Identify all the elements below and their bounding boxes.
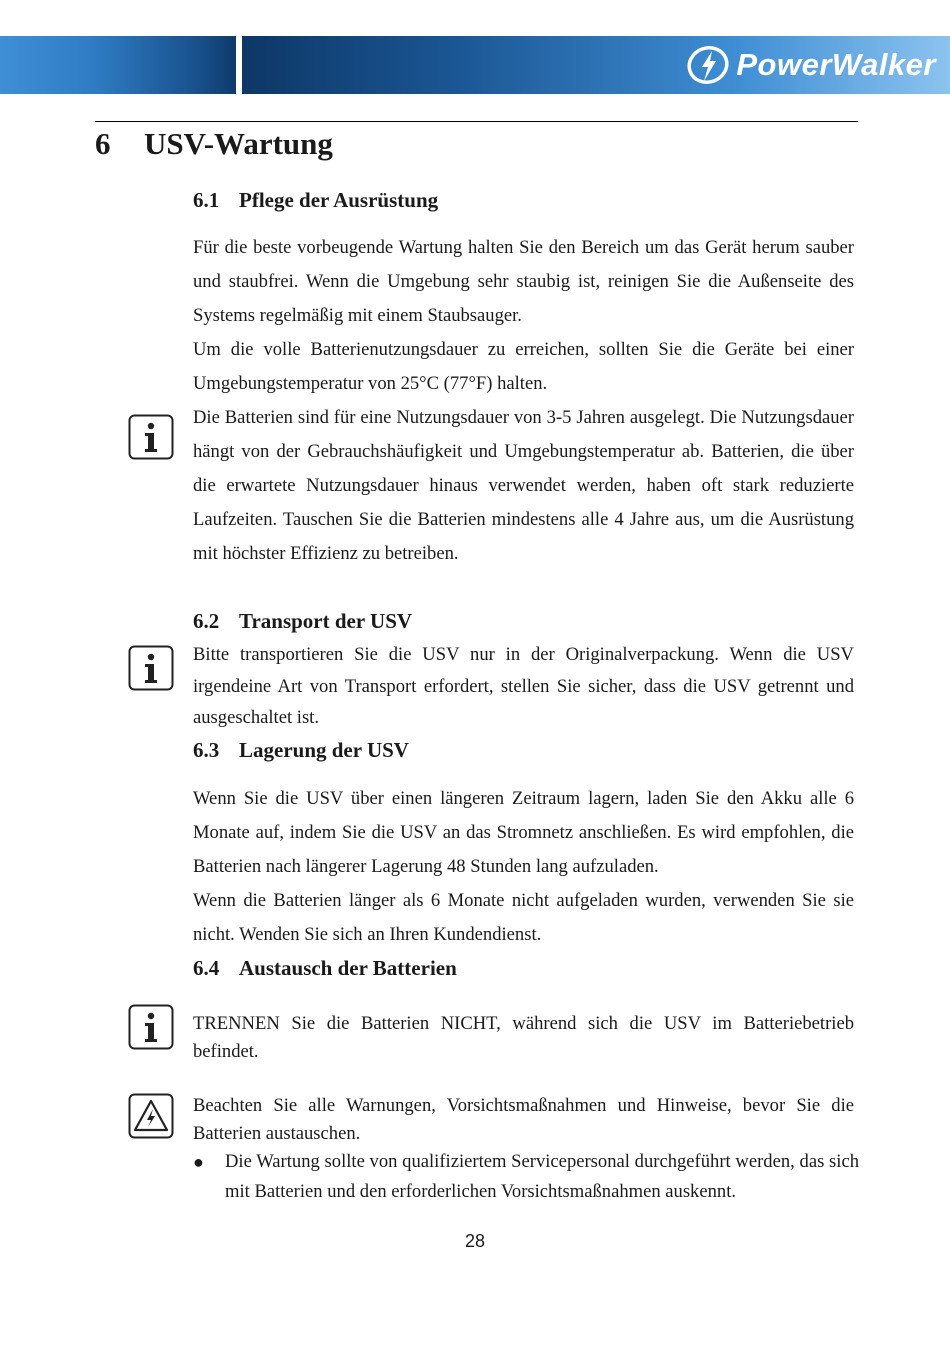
chapter-number: 6 — [95, 126, 111, 161]
section-number: 6.1 — [193, 188, 220, 212]
header-band-left — [0, 36, 236, 94]
list-item: Die Wartung sollte von qualifiziertem Servicepersonal durchgeführt werden, das sich mit Batterien und den erforderlichen Vorsichtsmaßnahmen auskennt. — [225, 1151, 859, 1202]
header-banner — [0, 36, 950, 94]
chapter-rule — [95, 121, 858, 122]
section-title: Austausch der Batterien — [239, 956, 457, 980]
section-title: Transport der USV — [239, 609, 413, 633]
chapter-title: USV-Wartung — [144, 126, 333, 161]
section-number: 6.3 — [193, 738, 220, 762]
section-heading-6-2 — [193, 607, 412, 635]
section-heading-6-4 — [193, 954, 457, 982]
section-heading-6-3 — [193, 736, 409, 764]
logo-text: PowerWalker — [736, 47, 936, 82]
header-band-right — [242, 36, 950, 94]
paragraph: Die Batterien sind für eine Nutzungsdauer von 3-5 Jahren ausgelegt. Die Nutzungsdauer hängt von der Gebrauchshäufigkeit und Umgebungstemperatur ab. Batterien, die über die erwartete Nutzungsdauer hinaus verwendet werden, haben oft stark reduzierte Laufzeiten. Tauschen Sie die Batterien mindestens alle 4 Jahre aus, um die Ausrüstung mit höchster Effizienz zu betreiben. — [193, 407, 854, 564]
paragraph: Wenn die Batterien länger als 6 Monate nicht aufgeladen wurden, verwenden Sie sie nicht. Wenden Sie sich an Ihren Kundendienst. — [193, 890, 854, 945]
section-number: 6.4 — [193, 956, 220, 980]
paragraph: Beachten Sie alle Warnungen, Vorsichtsmaßnahmen und Hinweise, bevor Sie die Batterien austauschen. — [193, 1095, 854, 1144]
section-number: 6.2 — [193, 609, 220, 633]
section-title: Pflege der Ausrüstung — [239, 188, 439, 212]
chapter-heading — [95, 124, 333, 164]
powerwalker-logo — [686, 44, 936, 86]
paragraph: Wenn Sie die USV über einen längeren Zeitraum lagern, laden Sie den Akku alle 6 Monate auf, indem Sie die USV an das Stromnetz anschließen. Es wird empfohlen, die Batterien nach längerer Lagerung 48 Stunden lang aufzuladen. — [193, 788, 854, 877]
info-icon — [128, 645, 174, 691]
electrical-warning-icon — [128, 1093, 174, 1139]
bullet-dot: ● — [193, 1152, 204, 1172]
info-icon — [128, 414, 174, 460]
paragraph: Für die beste vorbeugende Wartung halten Sie den Bereich um das Gerät herum sauber und staubfrei. Wenn die Umgebung sehr staubig ist, reinigen Sie die Außenseite des Systems regelmäßig mit einem Staubsauger. — [193, 237, 854, 326]
paragraph: TRENNEN Sie die Batterien NICHT, während sich die USV im Batteriebetrieb befindet. — [193, 1013, 854, 1062]
section-heading-6-1 — [193, 186, 438, 214]
paragraph: Bitte transportieren Sie die USV nur in der Originalverpackung. Wenn die USV irgendeine Art von Transport erfordert, stellen Sie sicher, dass die USV getrennt und ausgeschaltet ist. — [193, 644, 854, 728]
page-number: 28 — [464, 1231, 486, 1251]
paragraph: Um die volle Batterienutzungsdauer zu erreichen, sollten Sie die Geräte bei einer Umgebungstemperatur von 25°C (77°F) halten. — [193, 339, 854, 394]
info-icon — [128, 1004, 174, 1050]
section-title: Lagerung der USV — [239, 738, 409, 762]
powerwalker-logo-icon — [686, 45, 730, 85]
